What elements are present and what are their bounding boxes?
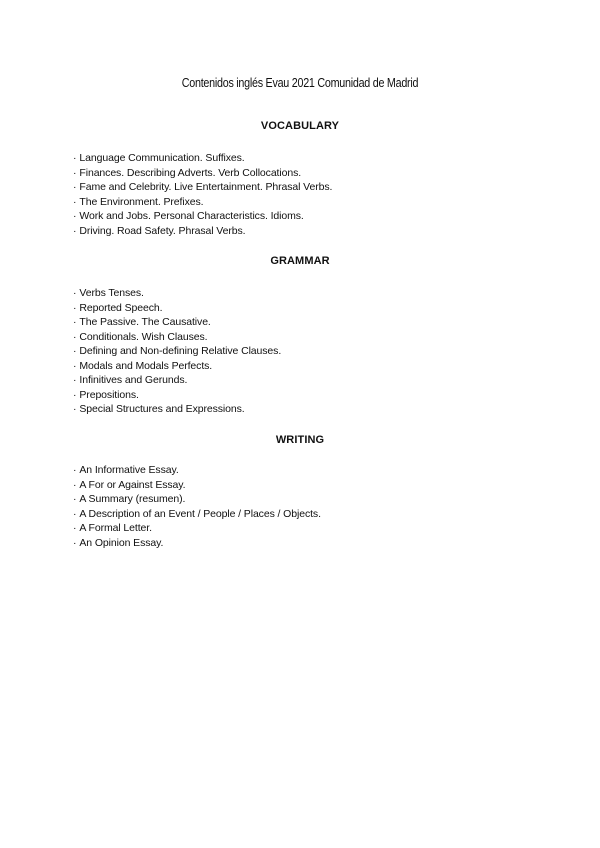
bullet: ·: [73, 359, 77, 372]
list-item: [73, 209, 332, 224]
list-item-text: A For or Against Essay.: [79, 478, 186, 491]
list-item-text: Special Structures and Expressions.: [79, 403, 245, 415]
bullet: ·: [73, 224, 77, 237]
list-item: [73, 286, 281, 301]
list-item: [73, 507, 321, 522]
bullet: ·: [73, 536, 77, 549]
list-item-text: Prepositions.: [79, 388, 139, 401]
list-item-text: Conditionals. Wish Clauses.: [79, 330, 208, 343]
list-item: [73, 373, 281, 388]
list-item-text: Infinitives and Gerunds.: [79, 374, 188, 386]
bullet: ·: [73, 181, 77, 193]
list-item: [73, 301, 281, 316]
list-item-text: A Description of an Event / People / Places / Objects.: [79, 507, 321, 520]
bullet: ·: [73, 345, 77, 357]
list-item: [73, 344, 281, 359]
list-item-text: Reported Speech.: [79, 301, 163, 314]
list-item-text: A Summary (resumen).: [79, 493, 186, 505]
bullet: ·: [73, 374, 77, 386]
list-item: [73, 180, 332, 195]
bullet: ·: [73, 330, 77, 343]
list-item: [73, 492, 321, 507]
list-item: [73, 166, 332, 181]
bullet: ·: [73, 210, 77, 222]
list-item-text: An Informative Essay.: [79, 464, 179, 476]
bullet: ·: [73, 287, 77, 299]
bullet: ·: [73, 507, 77, 520]
list-item: [73, 536, 321, 551]
document-title: Contenidos inglés Evau 2021 Comunidad de Madrid: [181, 76, 419, 90]
bullet: ·: [73, 166, 77, 179]
list-item: [73, 478, 321, 493]
bullet: ·: [73, 152, 77, 164]
bullet: ·: [73, 388, 77, 401]
vocabulary-heading: VOCABULARY: [260, 120, 340, 132]
list-item-text: Verbs Tenses.: [79, 287, 144, 299]
list-item-text: An Opinion Essay.: [79, 536, 164, 549]
list-item-text: Modals and Modals Perfects.: [79, 359, 213, 372]
list-item-text: Fame and Celebrity. Live Entertainment. Phrasal Verbs.: [79, 181, 333, 193]
grammar-list: [73, 286, 281, 417]
list-item: [73, 388, 281, 403]
list-item: [73, 315, 281, 330]
list-item-text: Finances. Describing Adverts. Verb Collocations.: [79, 166, 302, 179]
bullet: ·: [73, 464, 77, 476]
list-item: [73, 402, 281, 417]
list-item: [73, 151, 332, 166]
grammar-heading: GRAMMAR: [270, 255, 330, 267]
list-item-text: The Passive. The Causative.: [79, 316, 211, 328]
list-item-text: Language Communication. Suffixes.: [79, 152, 245, 164]
list-item-text: Defining and Non-defining Relative Clauses.: [79, 345, 282, 357]
list-item-text: A Formal Letter.: [79, 522, 152, 534]
list-item: [73, 330, 281, 345]
list-item: [73, 195, 332, 210]
list-item: [73, 521, 321, 536]
bullet: ·: [73, 522, 77, 534]
bullet: ·: [73, 403, 77, 415]
bullet: ·: [73, 316, 77, 328]
list-item-text: Driving. Road Safety. Phrasal Verbs.: [79, 224, 246, 237]
vocabulary-list: [73, 151, 332, 238]
writing-heading: WRITING: [275, 434, 325, 446]
list-item-text: The Environment. Prefixes.: [79, 195, 204, 208]
list-item: [73, 224, 332, 239]
list-item-text: Work and Jobs. Personal Characteristics. Idioms.: [79, 210, 304, 222]
bullet: ·: [73, 301, 77, 314]
bullet: ·: [73, 493, 77, 505]
bullet: ·: [73, 195, 77, 208]
list-item: [73, 463, 321, 478]
list-item: [73, 359, 281, 374]
bullet: ·: [73, 478, 77, 491]
writing-list: [73, 463, 321, 550]
